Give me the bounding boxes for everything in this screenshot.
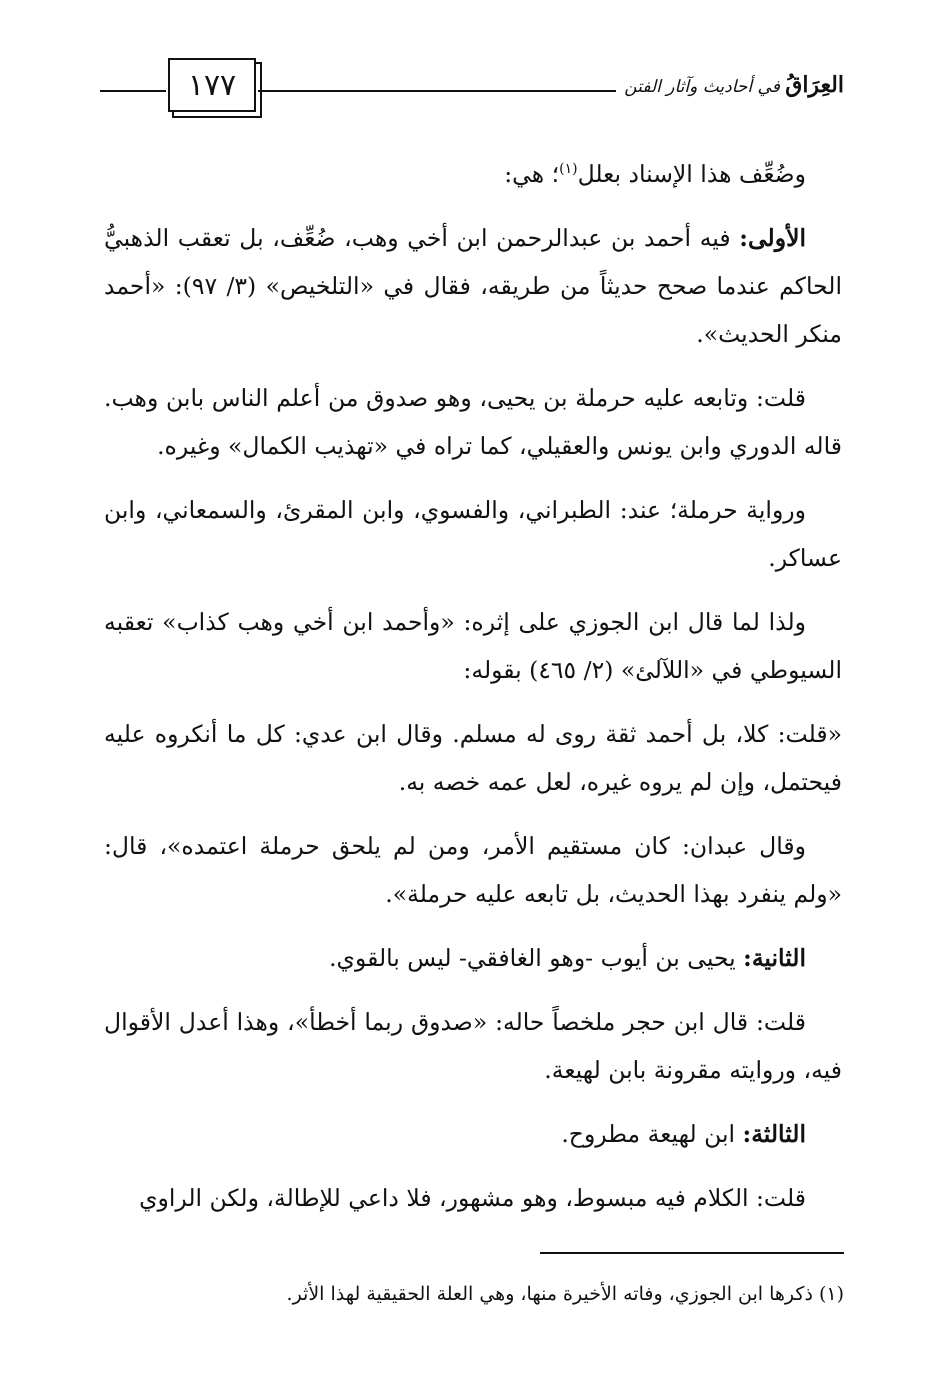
paragraph-2 — [104, 214, 842, 358]
paragraph-8-text: يحيى بن أيوب -وهو الغافقي- ليس بالقوي. — [329, 944, 744, 972]
footnote-separator — [540, 1252, 844, 1254]
paragraph-11: قلت: الكلام فيه مبسوط، وهو مشهور، فلا داعي للإطالة، ولكن الراوي — [139, 1184, 806, 1212]
paragraph-10 — [104, 1110, 842, 1158]
paragraph-10-text: ابن لهيعة مطروح. — [561, 1120, 743, 1148]
book-title — [618, 70, 844, 100]
paragraph-1-text: وضُعِّف هذا الإسناد بعلل — [577, 160, 806, 188]
paragraph-2-text: فيه أحمد بن عبدالرحمن ابن أخي وهب، ضُعِّف، بل تعقب الذهبيُّ الحاكم عندما صحح حديثاً من طريقه، فقال في «التلخيص» (٣/ ٩٧): «أحمد منكر الحديث». — [104, 224, 842, 348]
footnote-ref: (١) — [559, 161, 578, 178]
paragraph-5: ولذا لما قال ابن الجوزي على إثره: «وأحمد ابن أخي وهب كذاب» تعقبه السيوطي في «اللآلئ» (٢/ ٤٦٥) بقوله: — [104, 608, 842, 684]
reason-label-second: الثانية: — [743, 944, 806, 972]
book-title-rest: في أحاديث وآثار الفتن — [624, 77, 780, 97]
page-number-box — [168, 58, 256, 112]
paragraph-6: «قلت: كلا، بل أحمد ثقة روى له مسلم. وقال ابن عدي: كل ما أنكروه عليه فيحتمل، وإن لم يروه غيره، لعل عمه خصه به. — [104, 720, 842, 796]
paragraph-1-tail: ؛ هي: — [504, 160, 560, 188]
paragraph-8 — [104, 934, 842, 982]
header-rule — [258, 90, 616, 92]
reason-label-first: الأولى: — [739, 224, 806, 252]
running-header — [100, 52, 844, 122]
reason-label-third: الثالثة: — [742, 1120, 806, 1148]
header-rule-left — [100, 90, 166, 92]
paragraph-7: وقال عبدان: كان مستقيم الأمر، ومن لم يلحق حرملة اعتمده»، قال: «ولم ينفرد بهذا الحديث، بل تابعه عليه حرملة». — [104, 832, 842, 908]
paragraph-4: ورواية حرملة؛ عند: الطبراني، والفسوي، وابن المقرئ، والسمعاني، وابن عساكر. — [104, 496, 842, 572]
page-number: ١٧٧ — [187, 67, 237, 103]
footnote: (١) ذكرها ابن الجوزي، وفاته الأخيرة منها، وهي العلة الحقيقية لهذا الأثر. — [286, 1283, 844, 1305]
book-title-main: العِرَاقُ — [785, 72, 844, 98]
paragraph-1 — [104, 150, 842, 198]
paragraph-3: قلت: وتابعه عليه حرملة بن يحيى، وهو صدوق من أعلم الناس بابن وهب. قاله الدوري وابن يونس والعقيلي، كما تراه في «تهذيب الكمال» وغيره. — [104, 384, 842, 460]
main-text — [104, 150, 842, 1238]
paragraph-9: قلت: قال ابن حجر ملخصاً حاله: «صدوق ربما أخطأ»، وهذا أعدل الأقوال فيه، وروايته مقرونة بابن لهيعة. — [104, 1008, 842, 1084]
